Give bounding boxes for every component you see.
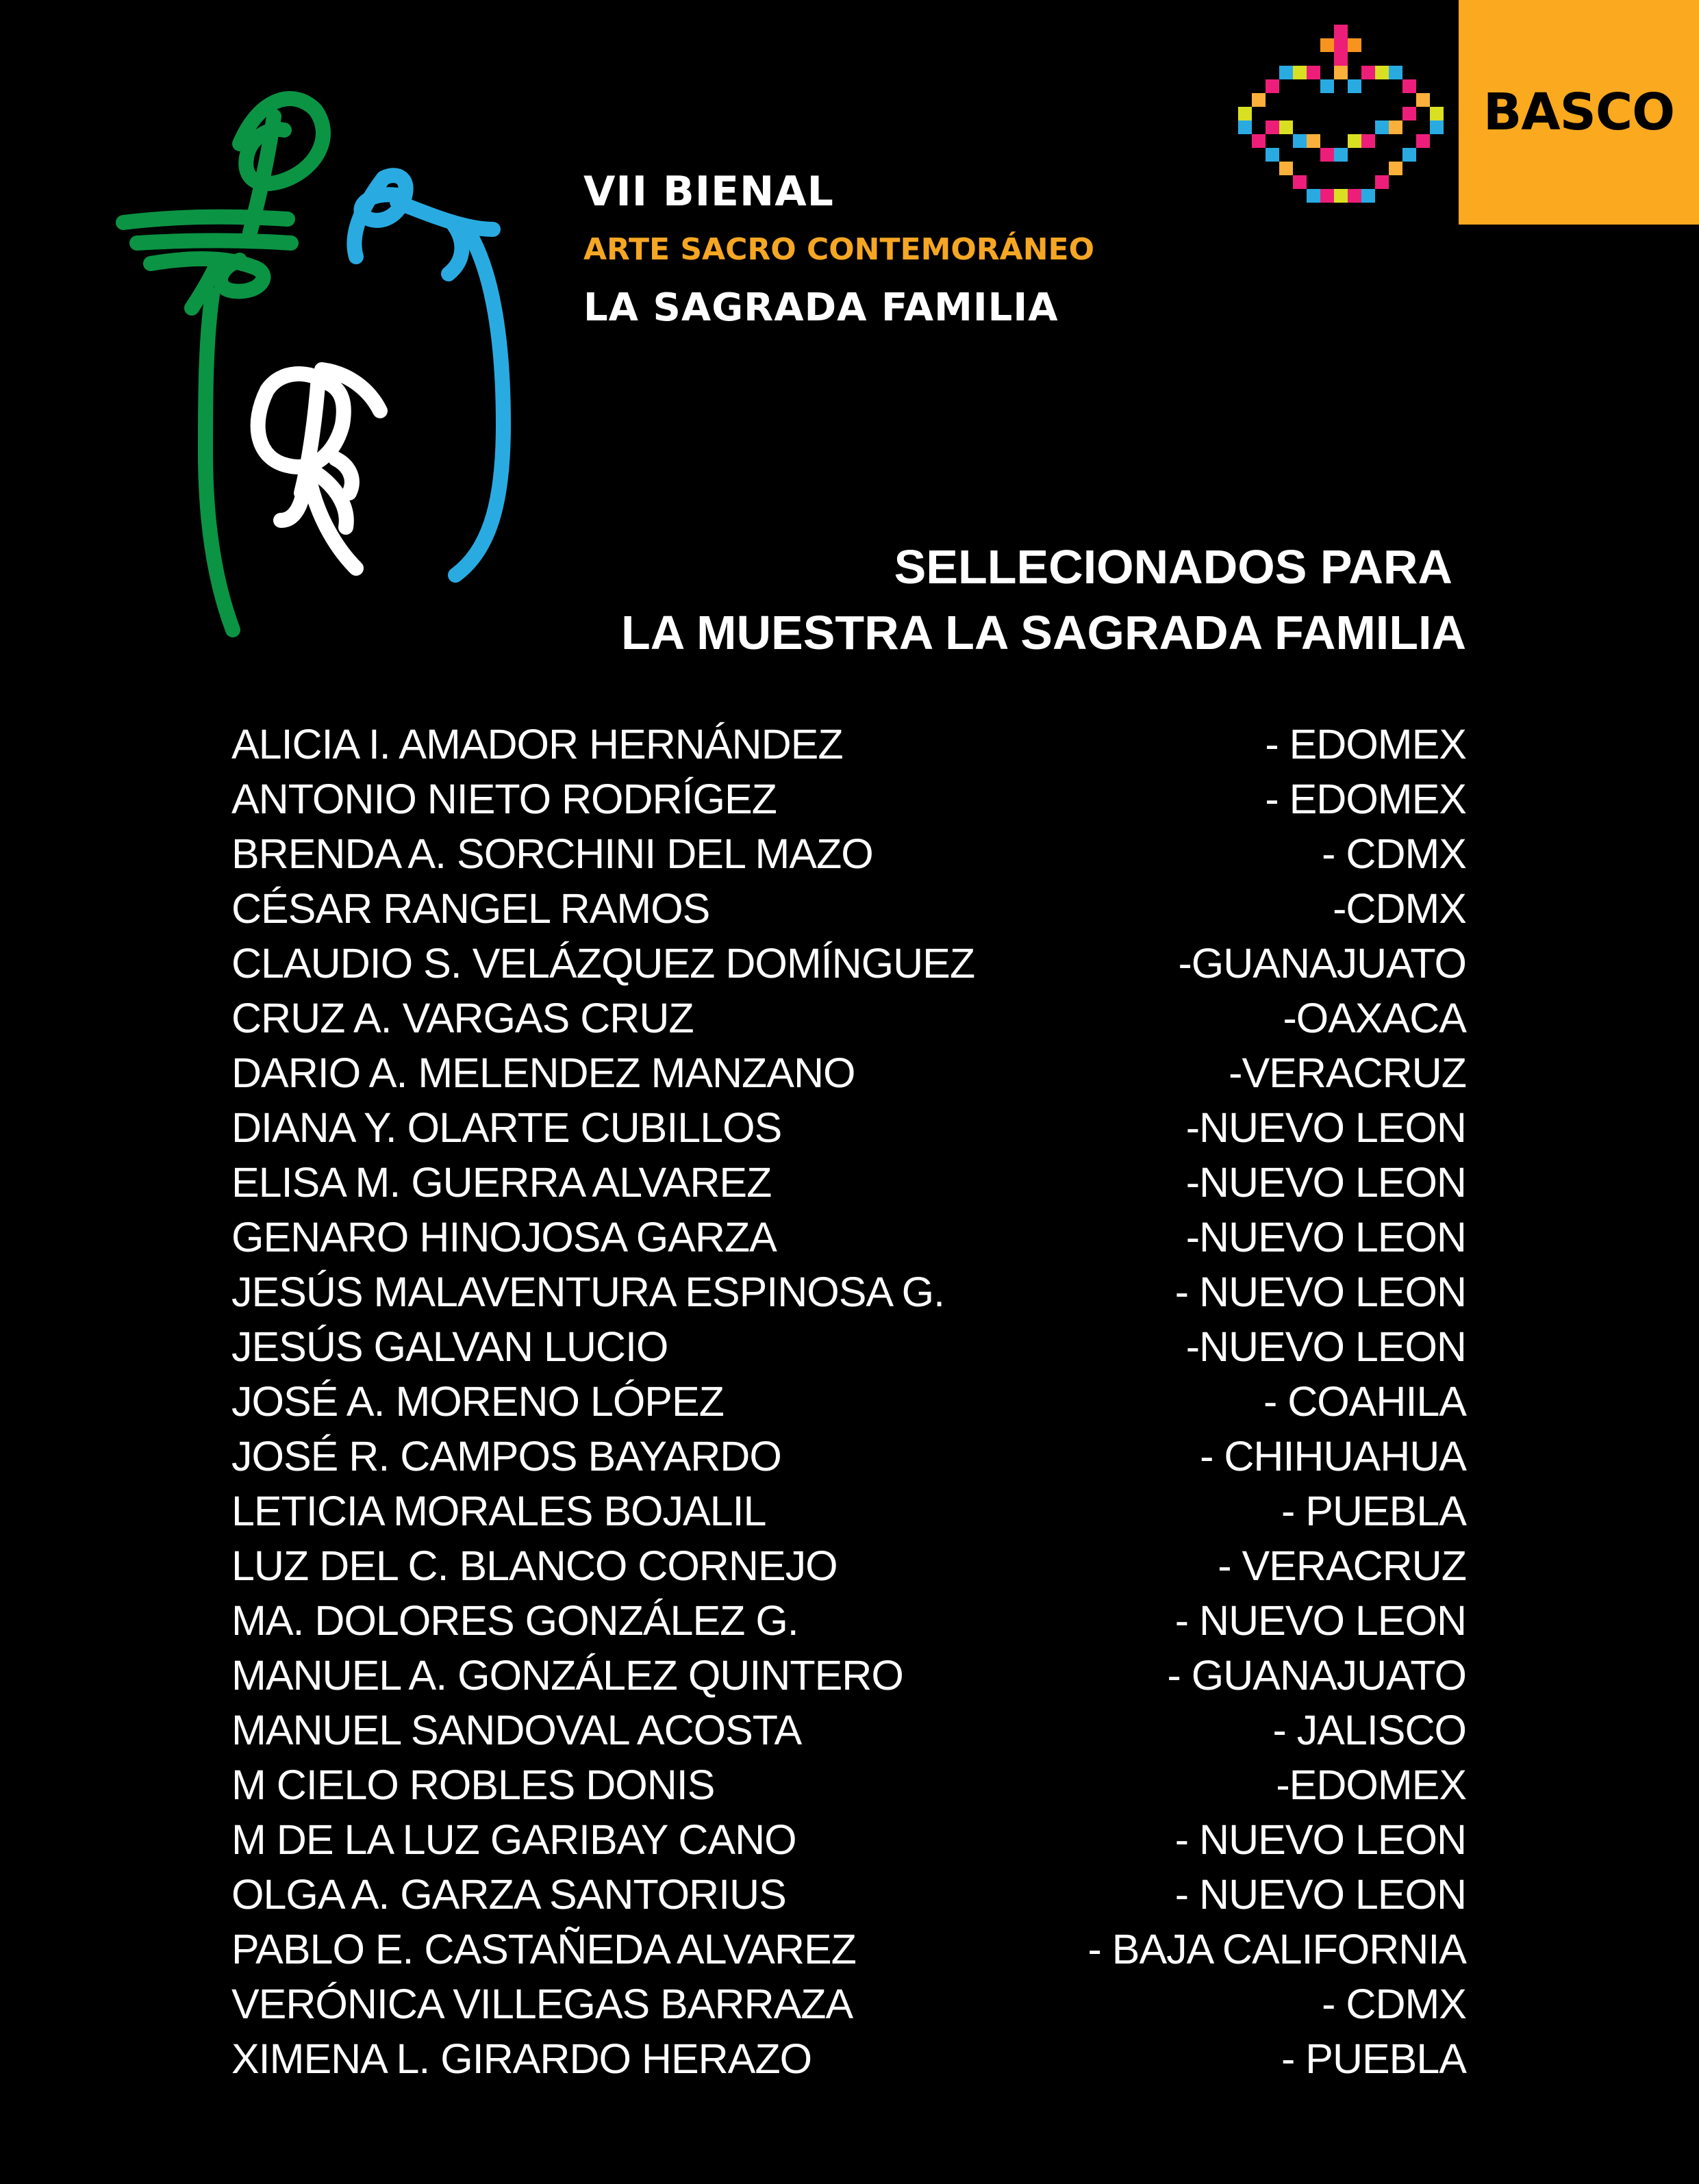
- event-title-block: [583, 164, 1200, 335]
- artist-region: -EDOMEX: [1276, 1762, 1466, 1808]
- artist-name: JESÚS GALVAN LUCIO: [231, 1323, 668, 1370]
- list-item: [231, 1268, 1466, 1323]
- artist-region: - CDMX: [1322, 1981, 1466, 2027]
- list-item: [231, 1542, 1466, 1597]
- artist-name: CLAUDIO S. VELÁZQUEZ DOMÍNGUEZ: [231, 940, 975, 987]
- artist-region: - JALISCO: [1272, 1707, 1466, 1753]
- artist-region: - EDOMEX: [1265, 776, 1466, 822]
- artist-region: -NUEVO LEON: [1185, 1159, 1466, 1206]
- list-item: [231, 720, 1466, 775]
- artist-region: - NUEVO LEON: [1174, 1269, 1466, 1315]
- artist-name: PABLO E. CASTAÑEDA ALVAREZ: [231, 1926, 856, 1972]
- heading-line-1: SELLECIONADOS PARA: [894, 540, 1452, 594]
- list-item: [231, 939, 1466, 994]
- artist-name: JESÚS MALAVENTURA ESPINOSA G.: [231, 1269, 945, 1315]
- artist-region: - BAJA CALIFORNIA: [1087, 1926, 1466, 1972]
- list-item: [231, 1323, 1466, 1377]
- list-item: [231, 1158, 1466, 1213]
- artist-name: CRUZ A. VARGAS CRUZ: [231, 995, 694, 1041]
- artist-region: -NUEVO LEON: [1185, 1214, 1466, 1260]
- artist-region: -GUANAJUATO: [1178, 940, 1466, 987]
- artist-name: M CIELO ROBLES DONIS: [231, 1762, 715, 1808]
- artist-name: OLGA A. GARZA SANTORIUS: [231, 1871, 786, 1918]
- artist-region: -NUEVO LEON: [1185, 1323, 1466, 1370]
- artist-name: ALICIA I. AMADOR HERNÁNDEZ: [231, 721, 843, 767]
- list-item: [231, 1597, 1466, 1651]
- artist-name: DARIO A. MELENDEZ MANZANO: [231, 1050, 855, 1096]
- artist-name: CÉSAR RANGEL RAMOS: [231, 885, 710, 932]
- artist-name: JOSÉ A. MORENO LÓPEZ: [231, 1378, 724, 1425]
- list-item: [231, 775, 1466, 830]
- list-item: [231, 994, 1466, 1049]
- artist-region: - CDMX: [1322, 830, 1466, 877]
- artist-name: XIMENA L. GIRARDO HERAZO: [231, 2035, 812, 2082]
- list-item: [231, 1980, 1466, 2035]
- artist-name: MANUEL SANDOVAL ACOSTA: [231, 1707, 802, 1753]
- selection-heading: [370, 534, 1466, 665]
- list-item: [231, 830, 1466, 885]
- artist-name: GENARO HINOJOSA GARZA: [231, 1214, 777, 1260]
- artist-name: LETICIA MORALES BOJALIL: [231, 1488, 766, 1534]
- artist-region: -OAXACA: [1283, 995, 1466, 1041]
- list-item: [231, 1104, 1466, 1158]
- artist-region: -CDMX: [1333, 885, 1466, 932]
- list-item: [231, 1487, 1466, 1542]
- brand-box: [1459, 0, 1699, 225]
- artist-name: ANTONIO NIETO RODRÍGEZ: [231, 776, 777, 822]
- list-item: [231, 1432, 1466, 1487]
- artist-region: - NUEVO LEON: [1174, 1816, 1466, 1863]
- list-item: [231, 2035, 1466, 2090]
- artist-name: VERÓNICA VILLEGAS BARRAZA: [231, 1981, 853, 2027]
- artist-region: - PUEBLA: [1281, 1488, 1466, 1534]
- brand-label: BASCO: [1483, 83, 1675, 142]
- list-item: [231, 1213, 1466, 1268]
- artist-region: - NUEVO LEON: [1174, 1871, 1466, 1918]
- event-edition: VII BIENAL: [583, 168, 834, 216]
- artist-name: LUZ DEL C. BLANCO CORNEJO: [231, 1542, 838, 1589]
- list-item: [231, 1761, 1466, 1816]
- artist-region: - GUANAJUATO: [1167, 1652, 1466, 1699]
- list-item: [231, 1651, 1466, 1706]
- selected-artists-list: [231, 720, 1466, 2090]
- list-item: [231, 1870, 1466, 1925]
- list-item: [231, 885, 1466, 939]
- list-item: [231, 1925, 1466, 1980]
- event-subtitle: ARTE SACRO CONTEMORÁNEO: [583, 232, 1094, 267]
- pixel-heart-cross-icon: [1238, 25, 1444, 209]
- artist-name: JOSÉ R. CAMPOS BAYARDO: [231, 1433, 781, 1480]
- list-item: [231, 1049, 1466, 1104]
- artist-name: ELISA M. GUERRA ALVAREZ: [231, 1159, 772, 1206]
- artist-region: -NUEVO LEON: [1185, 1104, 1466, 1151]
- artist-region: - VERACRUZ: [1218, 1542, 1466, 1589]
- artist-name: MA. DOLORES GONZÁLEZ G.: [231, 1597, 798, 1644]
- artist-region: - CHIHUAHUA: [1200, 1433, 1466, 1480]
- event-name: LA SAGRADA FAMILIA: [583, 285, 1059, 330]
- artist-name: M DE LA LUZ GARIBAY CANO: [231, 1816, 796, 1863]
- artist-name: DIANA Y. OLARTE CUBILLOS: [231, 1104, 782, 1151]
- artist-region: - EDOMEX: [1265, 721, 1466, 767]
- artist-name: MANUEL A. GONZÁLEZ QUINTERO: [231, 1652, 903, 1699]
- list-item: [231, 1706, 1466, 1761]
- heading-line-2: LA MUESTRA LA SAGRADA FAMILIA: [621, 606, 1466, 659]
- artist-name: BRENDA A. SORCHINI DEL MAZO: [231, 830, 873, 877]
- artist-region: - COAHILA: [1263, 1378, 1466, 1425]
- artist-region: -VERACRUZ: [1229, 1050, 1466, 1096]
- artist-region: - NUEVO LEON: [1174, 1597, 1466, 1644]
- list-item: [231, 1377, 1466, 1432]
- artist-region: - PUEBLA: [1281, 2035, 1466, 2082]
- list-item: [231, 1816, 1466, 1870]
